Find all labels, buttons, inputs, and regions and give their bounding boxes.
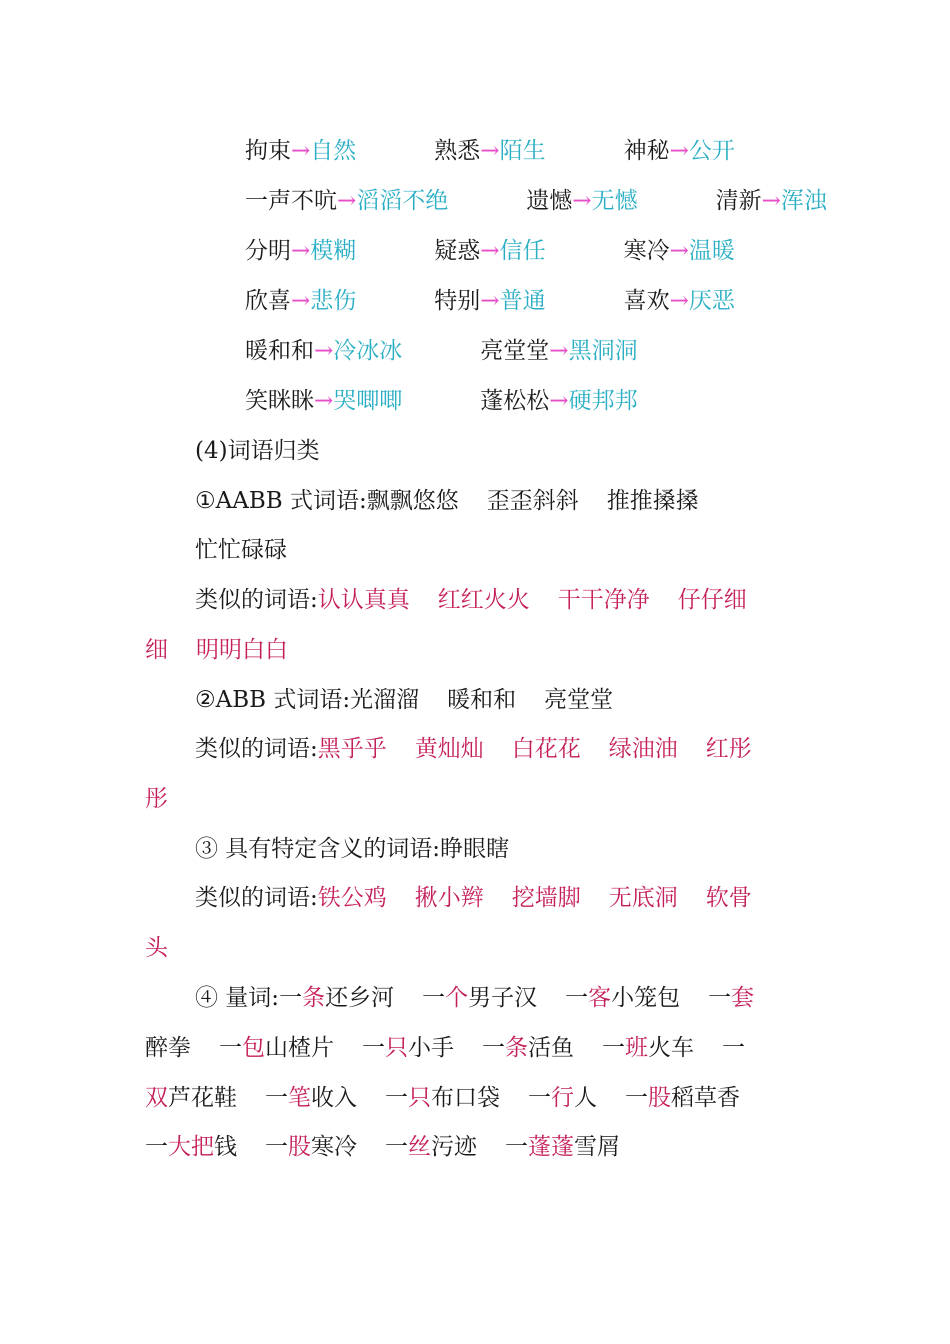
aabb-similar-cont <box>145 630 805 670</box>
noun: 火车 <box>648 1035 694 1061</box>
noun: 小手 <box>408 1035 454 1061</box>
noun: 芦花鞋 <box>168 1085 237 1111</box>
measure-word: 丝 <box>408 1134 431 1160</box>
measure-line-2 <box>145 1028 805 1068</box>
word: 亮堂堂 <box>544 687 614 713</box>
arrow-icon: → <box>669 238 689 264</box>
word: 欣喜 <box>245 288 291 314</box>
similar-word: 细 <box>145 637 168 663</box>
numeral: 一 <box>385 1085 408 1111</box>
word: 笑眯眯 <box>245 388 314 414</box>
antonym-answer: 自然 <box>310 138 357 164</box>
antonym-line-1 <box>145 131 805 171</box>
numeral: 一 <box>625 1085 648 1111</box>
aabb-lead: ①AABB 式词语: <box>195 488 367 514</box>
similar-word: 彤 <box>145 786 168 812</box>
arrow-icon: → <box>572 188 592 214</box>
antonym-pair <box>195 131 356 171</box>
word: 暖和和 <box>447 687 517 713</box>
antonym-pair <box>430 331 637 371</box>
antonym-answer: 无憾 <box>591 188 638 214</box>
word: 歪歪斜斜 <box>486 488 579 514</box>
arrow-icon: → <box>291 238 311 264</box>
antonym-answer: 陌生 <box>499 138 546 164</box>
word: 一声不吭 <box>245 188 337 214</box>
arrow-icon: → <box>480 138 500 164</box>
noun: 山楂片 <box>265 1035 334 1061</box>
noun: 污迹 <box>431 1134 477 1160</box>
arrow-icon: → <box>314 338 334 364</box>
measure-word: 笔 <box>288 1085 311 1111</box>
aabb-line-2 <box>145 530 805 570</box>
antonym-pair <box>195 281 356 321</box>
noun: 钱 <box>214 1134 237 1160</box>
similar-label: 类似的词语: <box>195 736 318 762</box>
word: 遗憾 <box>526 188 573 214</box>
numeral: 一 <box>565 985 589 1011</box>
word: 熟悉 <box>434 138 481 164</box>
antonym-line-6 <box>145 381 805 421</box>
similar-word: 白花花 <box>511 736 581 762</box>
similar-word: 铁公鸡 <box>317 885 387 911</box>
arrow-icon: → <box>291 288 311 314</box>
abb-line <box>145 680 805 720</box>
similar-label: 类似的词语: <box>195 587 318 613</box>
similar-word: 干干净净 <box>557 587 650 613</box>
numeral: 一 <box>279 985 303 1011</box>
measure-line-3 <box>145 1078 805 1118</box>
arrow-icon: → <box>314 388 334 414</box>
antonym-answer: 冷冰冰 <box>333 338 403 364</box>
numeral: 一 <box>422 985 446 1011</box>
word: 特别 <box>434 288 481 314</box>
measure-word: 只 <box>385 1035 408 1061</box>
similar-word: 挖墙脚 <box>511 885 581 911</box>
arrow-icon: → <box>549 338 569 364</box>
noun: 雪屑 <box>574 1134 620 1160</box>
word: 暖和和 <box>245 338 314 364</box>
antonym-pair <box>195 381 402 421</box>
similar-word: 软骨 <box>705 885 752 911</box>
noun: 小笼包 <box>611 985 681 1011</box>
noun: 稻草香 <box>671 1085 740 1111</box>
word: 蓬松松 <box>480 388 550 414</box>
antonym-pair <box>384 231 545 271</box>
word: 推推搡搡 <box>606 488 699 514</box>
measure-word: 大把 <box>168 1134 214 1160</box>
measure-word: 蓬蓬 <box>528 1134 574 1160</box>
measure-word: 客 <box>588 985 612 1011</box>
word: 拘束 <box>245 138 291 164</box>
antonym-pair <box>195 231 356 271</box>
similar-word: 黄灿灿 <box>414 736 484 762</box>
measure-word: 条 <box>505 1035 528 1061</box>
arrow-icon: → <box>761 188 781 214</box>
noun: 收入 <box>311 1085 357 1111</box>
antonym-answer: 黑洞洞 <box>568 338 638 364</box>
word: 亮堂堂 <box>480 338 550 364</box>
noun: 人 <box>574 1085 597 1111</box>
word: 寒冷 <box>623 238 670 264</box>
antonym-answer: 浑浊 <box>780 188 827 214</box>
antonym-answer: 温暖 <box>688 238 735 264</box>
word: 神秘 <box>623 138 670 164</box>
measure-word: 股 <box>648 1085 671 1111</box>
arrow-icon: → <box>549 388 569 414</box>
measure-word: 双 <box>145 1085 168 1111</box>
abb-similar-line <box>145 729 805 769</box>
numeral: 一 <box>219 1035 242 1061</box>
antonym-pair <box>574 231 735 271</box>
special-similar-line <box>145 878 805 918</box>
arrow-icon: → <box>669 288 689 314</box>
antonym-pair <box>384 281 545 321</box>
word: 睁眼瞎 <box>440 836 510 862</box>
similar-word: 红红火火 <box>437 587 530 613</box>
numeral: 一 <box>482 1035 505 1061</box>
similar-word: 绿油油 <box>608 736 678 762</box>
similar-word: 无底洞 <box>608 885 678 911</box>
antonym-answer: 普通 <box>499 288 546 314</box>
numeral: 一 <box>708 985 732 1011</box>
measure-lead: ④ 量词: <box>195 985 280 1011</box>
measure-word: 套 <box>731 985 755 1011</box>
noun: 活鱼 <box>528 1035 574 1061</box>
similar-word: 仔仔细 <box>677 587 747 613</box>
noun: 寒冷 <box>311 1134 357 1160</box>
antonym-answer: 厌恶 <box>688 288 735 314</box>
aabb-line <box>145 481 805 521</box>
arrow-icon: → <box>480 238 500 264</box>
antonym-pair <box>574 281 735 321</box>
measure-line-4 <box>145 1127 805 1167</box>
word: 分明 <box>245 238 291 264</box>
measure-word: 包 <box>242 1035 265 1061</box>
antonym-pair <box>384 131 545 171</box>
abb-lead: ②ABB 式词语: <box>195 687 351 713</box>
numeral: 一 <box>385 1134 408 1160</box>
similar-word: 明明白白 <box>196 637 288 663</box>
special-similar-cont <box>145 928 805 968</box>
similar-label: 类似的词语: <box>195 885 318 911</box>
antonym-pair <box>195 331 402 371</box>
numeral: 一 <box>722 1035 745 1061</box>
word: 光溜溜 <box>350 687 420 713</box>
antonym-pair <box>430 381 637 421</box>
abb-similar-cont <box>145 779 805 819</box>
measure-line-1 <box>145 978 805 1018</box>
antonym-line-2 <box>145 181 827 221</box>
numeral: 一 <box>145 1134 168 1160</box>
measure-word: 个 <box>445 985 469 1011</box>
similar-word: 红彤 <box>705 736 752 762</box>
numeral: 一 <box>505 1134 528 1160</box>
arrow-icon: → <box>669 138 689 164</box>
word: 忙忙碌碌 <box>195 537 287 563</box>
section-title: (4)词语归类 <box>195 438 320 464</box>
antonym-pair <box>574 131 735 171</box>
antonym-line-3 <box>145 231 805 271</box>
noun: 男子汉 <box>468 985 538 1011</box>
antonym-answer: 公开 <box>688 138 735 164</box>
arrow-icon: → <box>480 288 500 314</box>
measure-word: 只 <box>408 1085 431 1111</box>
measure-word: 班 <box>625 1035 648 1061</box>
arrow-icon: → <box>291 138 311 164</box>
word: 清新 <box>715 188 762 214</box>
noun: 醉拳 <box>145 1035 191 1061</box>
antonym-line-5 <box>145 331 805 371</box>
antonym-answer: 滔滔不绝 <box>356 188 449 214</box>
word: 飘飘悠悠 <box>366 488 459 514</box>
antonym-answer: 信任 <box>499 238 546 264</box>
antonym-line-4 <box>145 281 805 321</box>
numeral: 一 <box>362 1035 385 1061</box>
antonym-pair <box>195 181 448 221</box>
numeral: 一 <box>528 1085 551 1111</box>
similar-word: 头 <box>145 935 168 961</box>
antonym-answer: 哭唧唧 <box>333 388 403 414</box>
numeral: 一 <box>265 1134 288 1160</box>
numeral: 一 <box>602 1035 625 1061</box>
word: 疑惑 <box>434 238 481 264</box>
antonym-answer: 模糊 <box>310 238 357 264</box>
noun: 还乡河 <box>325 985 395 1011</box>
arrow-icon: → <box>337 188 357 214</box>
numeral: 一 <box>265 1085 288 1111</box>
similar-word: 黑乎乎 <box>317 736 387 762</box>
special-lead: ③ 具有特定含义的词语: <box>195 836 441 862</box>
similar-word: 认认真真 <box>317 587 410 613</box>
measure-word: 行 <box>551 1085 574 1111</box>
antonym-answer: 硬邦邦 <box>568 388 638 414</box>
antonym-answer: 悲伤 <box>310 288 357 314</box>
antonym-pair <box>476 181 637 221</box>
similar-word: 揪小辫 <box>414 885 484 911</box>
noun: 布口袋 <box>431 1085 500 1111</box>
measure-word: 条 <box>302 985 326 1011</box>
special-line <box>145 829 805 869</box>
aabb-similar-line <box>145 580 805 620</box>
measure-word: 股 <box>288 1134 311 1160</box>
word: 喜欢 <box>623 288 670 314</box>
antonym-pair <box>666 181 827 221</box>
